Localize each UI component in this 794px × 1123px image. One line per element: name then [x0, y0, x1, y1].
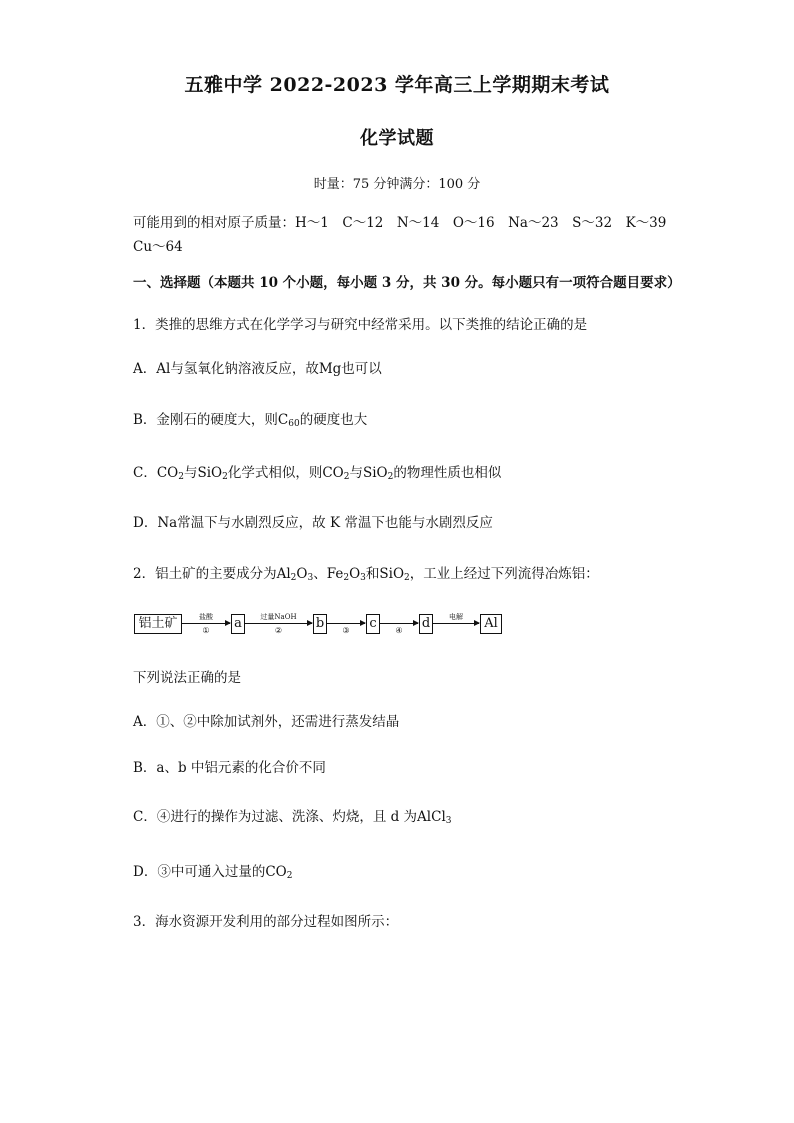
- flow-box-b: b: [313, 614, 327, 634]
- exam-title: 五雅中学 2022-2023 学年高三上学期期末考试: [184, 74, 610, 96]
- flow-step-2-label: 过量NaOH: [260, 613, 297, 621]
- flow-arrow-2: [245, 623, 312, 624]
- flow-step-5-label: 电解: [449, 613, 463, 621]
- question-2-option-a: A．①、②中除加试剂外，还需进行蒸发结晶: [133, 714, 400, 730]
- flow-step-1-number: ①: [202, 626, 210, 635]
- question-1-option-b: B．金刚石的硬度大，则$C_{60}$的硬度也大: [133, 412, 368, 429]
- question-1-option-d: D．Na常温下与水剧烈反应，故 K 常温下也能与水剧烈反应: [133, 515, 493, 531]
- flow-step-1-label: 盐酸: [199, 613, 213, 621]
- question-2-option-d: D．③中可通入过量的$CO_2$: [133, 864, 293, 881]
- flow-step-3-number: ③: [342, 626, 350, 635]
- flow-box-start: 铝土矿: [134, 614, 182, 634]
- atomic-mass-line-1: 可能用到的相对原子质量：H～1 C～12 N～14 O～16 Na～23 S～32 K～39: [133, 215, 667, 231]
- section-heading: 一、选择题（本题共 10 个小题，每小题 3 分，共 30 分。每小题只有一项符合题目要求）: [133, 275, 681, 291]
- question-2-option-c: C．④进行的操作为过滤、洗涤、灼烧，且 d 为AlCl$_3$: [133, 809, 452, 826]
- question-3-stem: 3．海水资源开发利用的部分过程如图所示：: [133, 914, 399, 930]
- flow-step-4-number: ④: [395, 626, 403, 635]
- flow-arrow-5: [433, 623, 479, 624]
- flow-box-d: d: [419, 614, 433, 634]
- question-2-option-b: B．a、b 中铝元素的化合价不同: [133, 760, 326, 776]
- exam-subtitle: 化学试题: [360, 128, 434, 149]
- question-1-option-a: A．Al与氢氧化钠溶液反应，故Mg也可以: [133, 361, 382, 377]
- atomic-mass-line-2: Cu～64: [133, 239, 183, 255]
- question-2-prompt: 下列说法正确的是: [133, 670, 241, 686]
- process-flow-diagram: [134, 611, 514, 639]
- question-2-stem: 2．铝土矿的主要成分为$Al_2O_3$、$Fe_2O_3$和SiO$_2$，工业上经过下列流得冶炼铝：: [133, 566, 599, 583]
- flow-step-2-number: ②: [274, 626, 283, 635]
- question-1-stem: 1．类推的思维方式在化学学习与研究中经常采用。以下类推的结论正确的是: [133, 317, 588, 333]
- flow-arrow-4: [380, 623, 418, 624]
- time-info: 时量：75 分钟满分：100 分: [313, 177, 481, 192]
- flow-box-c: c: [366, 614, 380, 634]
- flow-box-end: Al: [480, 614, 502, 634]
- flow-arrow-1: [182, 623, 230, 624]
- flow-arrow-3: [327, 623, 365, 624]
- question-1-option-c: C．$CO_2$与SiO$_2$化学式相似，则$CO_2$与SiO$_2$的物理性质也相似: [133, 465, 502, 482]
- flow-box-a: a: [231, 614, 245, 634]
